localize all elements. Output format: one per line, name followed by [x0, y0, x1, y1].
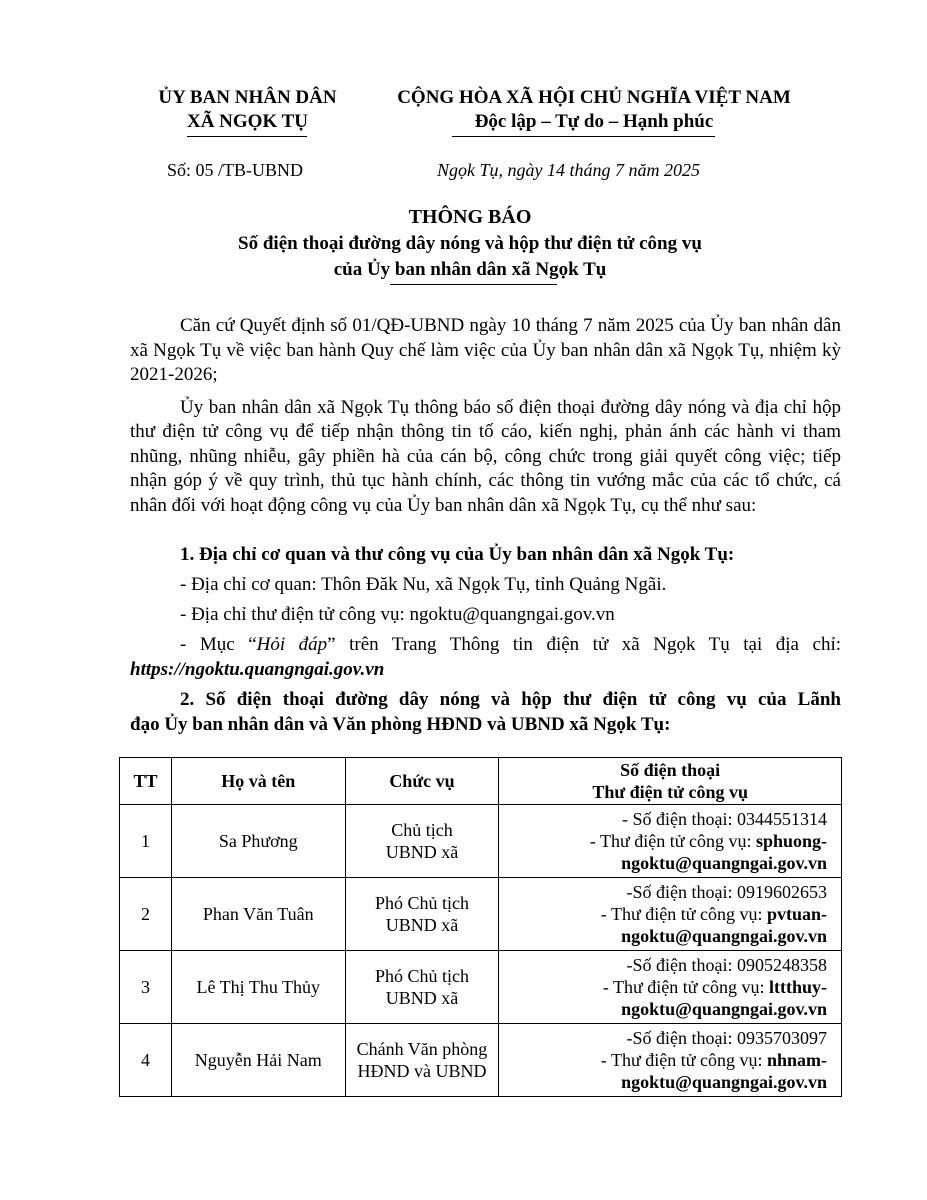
position-line-1: Phó Chủ tịch	[374, 893, 469, 913]
email-user[interactable]: sphuong-	[755, 831, 827, 851]
header-contact	[499, 758, 842, 805]
cell-contact	[499, 951, 842, 1024]
section-1-heading: 1. Địa chỉ cơ quan và thư công vụ của Ủy ban nhân dân xã Ngọk Tụ:	[180, 544, 735, 565]
email-domain[interactable]: ngoktu@quangngai.gov.vn	[621, 999, 827, 1019]
position-line-2: UBND xã	[385, 915, 459, 935]
email-label: - Thư điện tử công vụ:	[600, 1050, 767, 1070]
cell-name: Lê Thị Thu Thủy	[171, 951, 345, 1024]
agency-line-1: ỦY BAN NHÂN DÂN	[158, 87, 337, 108]
website-url[interactable]: https://ngoktu.quangngai.gov.vn	[130, 659, 385, 680]
qa-prefix: - Mục “	[180, 634, 257, 655]
issuing-agency	[140, 86, 355, 134]
position-line-1: Chánh Văn phòng	[356, 1039, 488, 1059]
section-2-heading-line-2: đạo Ủy ban nhân dân và Văn phòng HĐND và UBND xã Ngọk Tụ:	[130, 714, 671, 735]
body-paragraphs	[130, 314, 841, 518]
table-header-row	[120, 758, 842, 805]
section-2-heading-line-1: 2. Số điện thoại đường dây nóng và hộp thư điện tử công vụ của Lãnh	[180, 689, 841, 710]
table-row	[120, 878, 842, 951]
agency-underline	[187, 136, 307, 137]
document-number: Số: 05 /TB-UBND	[167, 160, 304, 180]
email-line-1	[503, 1049, 827, 1071]
cell-name: Phan Văn Tuân	[171, 878, 345, 951]
cell-tt: 3	[120, 951, 172, 1024]
header-email: Thư điện tử công vụ	[592, 782, 748, 802]
cell-tt: 2	[120, 878, 172, 951]
office-email: - Địa chỉ thư điện tử công vụ: ngoktu@quangngai.gov.vn	[180, 604, 615, 625]
email-label: - Thư điện tử công vụ:	[602, 977, 769, 997]
email-label: - Thư điện tử công vụ:	[589, 831, 756, 851]
office-address: - Địa chỉ cơ quan: Thôn Đăk Nu, xã Ngọk Tụ, tỉnh Quảng Ngãi.	[180, 574, 667, 595]
motto-line-1: CỘNG HÒA XÃ HỘI CHỦ NGHĨA VIỆT NAM	[397, 87, 791, 108]
position-line-1: Chủ tịch	[391, 820, 453, 840]
document-title-line-1: Số điện thoại đường dây nóng và hộp thư điện tử công vụ	[238, 233, 702, 254]
email-domain[interactable]: ngoktu@quangngai.gov.vn	[621, 926, 827, 946]
qa-suffix: ” trên Trang Thông tin điện tử xã Ngọk Tụ tại địa chỉ:	[327, 634, 842, 655]
cell-position	[345, 878, 499, 951]
phone-number: - Số điện thoại: 0344551314	[622, 809, 827, 829]
cell-position	[345, 805, 499, 878]
cell-contact	[499, 1024, 842, 1097]
cell-contact	[499, 805, 842, 878]
email-line-1	[503, 830, 827, 852]
email-line-1	[503, 903, 827, 925]
table-row	[120, 1024, 842, 1097]
position-line-2: UBND xã	[385, 842, 459, 862]
position-line-1: Phó Chủ tịch	[374, 966, 469, 986]
email-line-1	[503, 976, 827, 998]
header-phone: Số điện thoại	[620, 760, 721, 780]
cell-name: Sa Phương	[171, 805, 345, 878]
document-title-line-2: của Ủy ban nhân dân xã Ngọk Tụ	[333, 259, 607, 280]
email-domain[interactable]: ngoktu@quangngai.gov.vn	[621, 1072, 827, 1092]
motto-line-2: Độc lập – Tự do – Hạnh phúc	[474, 111, 714, 132]
position-line-2: UBND xã	[385, 988, 459, 1008]
paragraph-announcement: Ủy ban nhân dân xã Ngọk Tụ thông báo số điện thoại đường dây nóng và địa chỉ hộp thư điện tử công vụ để tiếp nhận thông tin tố cáo, kiến nghị, phản ánh các hành vi tham nhũng, nhũng nhiễu, gây phiền hà của cán bộ, công chức trong giải quyết công việc; tiếp nhận góp ý về quy trình, thủ tục hành chính, các thông tin vướng mắc của các tổ chức, cá nhân đối với hoạt động công vụ của Ủy ban nhân dân xã Ngọk Tụ, cụ thể như sau:	[130, 396, 841, 516]
header-tt: TT	[120, 758, 172, 805]
phone-number: -Số điện thoại: 0935703097	[626, 1028, 827, 1048]
title-underline	[390, 284, 557, 285]
email-domain[interactable]: ngoktu@quangngai.gov.vn	[621, 853, 827, 873]
phone-number: -Số điện thoại: 0905248358	[626, 955, 827, 975]
motto-underline	[452, 136, 715, 137]
table-row	[120, 951, 842, 1024]
position-line-2: HĐND và UBND	[357, 1061, 487, 1081]
header-name: Họ và tên	[171, 758, 345, 805]
cell-tt: 1	[120, 805, 172, 878]
cell-position	[345, 1024, 499, 1097]
email-user[interactable]: pvtuan-	[766, 904, 827, 924]
cell-contact	[499, 878, 842, 951]
cell-name: Nguyễn Hải Nam	[171, 1024, 345, 1097]
email-label: - Thư điện tử công vụ:	[600, 904, 767, 924]
qa-label: Hỏi đáp	[256, 634, 328, 655]
phone-number: -Số điện thoại: 0919602653	[626, 882, 827, 902]
paragraph-legal-basis: Căn cứ Quyết định số 01/QĐ-UBND ngày 10 tháng 7 năm 2025 của Ủy ban nhân dân xã Ngọk Tụ về việc ban hành Quy chế làm việc của Ủy ban nhân dân xã Ngọk Tụ, nhiệm kỳ 2021-2026;	[130, 315, 841, 385]
header-position: Chức vụ	[345, 758, 499, 805]
agency-line-2: XÃ NGỌK TỤ	[186, 111, 309, 132]
document-type: THÔNG BÁO	[408, 206, 532, 228]
staff-contact-table	[119, 757, 842, 1097]
cell-tt: 4	[120, 1024, 172, 1097]
place-and-date: Ngọk Tụ, ngày 14 tháng 7 năm 2025	[437, 160, 700, 180]
table-row	[120, 805, 842, 878]
email-user[interactable]: nhnam-	[766, 1050, 827, 1070]
national-motto	[378, 86, 810, 134]
qa-section-line	[130, 633, 841, 657]
email-user[interactable]: lttthuy-	[769, 977, 827, 997]
cell-position	[345, 951, 499, 1024]
